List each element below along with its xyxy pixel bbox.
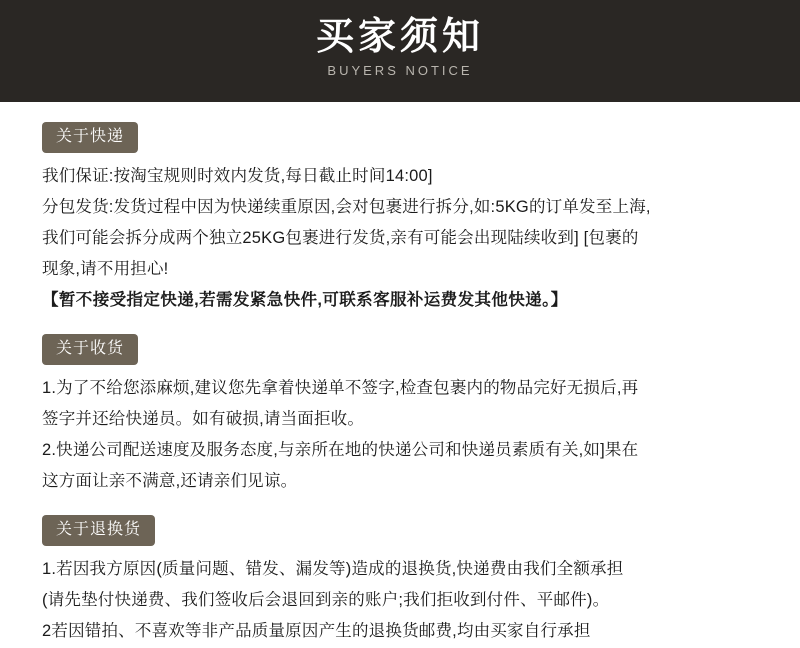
notice-line: 1.若因我方原因(质量问题、错发、漏发等)造成的退换货,快递费由我们全额承担 [42,560,624,578]
section-returns [42,515,756,647]
section-body-returns [42,554,756,647]
section-tag-shipping: 关于快递 [42,122,138,153]
section-shipping [42,122,756,316]
page-subtitle: BUYERS NOTICE [327,63,473,78]
notice-line: 我们可能会拆分成两个独立25KG包裹进行发货,亲有可能会出现陆续收到] [包裹的 [42,229,639,247]
notice-line-emphasis: 【暂不接受指定快递,若需发紧急快件,可联系客服补运费发其他快递。】 [42,291,568,309]
notice-line: 2.快递公司配送速度及服务态度,与亲所在地的快递公司和快递员素质有关,如]果在 [42,441,639,459]
section-body-shipping [42,161,756,316]
page-title: 买家须知 [315,16,484,58]
notice-content [0,122,800,647]
notice-line: 现象,请不用担心! [42,260,169,278]
notice-line: 这方面让亲不满意,还请亲们见谅。 [42,472,298,490]
section-receiving [42,334,756,497]
notice-line: 2若因错拍、不喜欢等非产品质量原因产生的退换货邮费,均由买家自行承担 [42,622,591,640]
section-tag-receiving: 关于收货 [42,334,138,365]
section-tag-returns: 关于退换货 [42,515,155,546]
notice-line: 签字并还给快递员。如有破损,请当面拒收。 [42,410,365,428]
page-header [0,0,800,102]
notice-line: 1.为了不给您添麻烦,建议您先拿着快递单不签字,检查包裹内的物品完好无损后,再 [42,379,639,397]
section-body-receiving [42,373,756,497]
notice-line: (请先垫付快递费、我们签收后会退回到亲的账户;我们拒收到付件、平邮件)。 [42,591,610,609]
notice-line: 我们保证:按淘宝规则时效内发货,每日截止时间14:00] [42,167,433,185]
notice-line: 分包发货:发货过程中因为快递续重原因,会对包裹进行拆分,如:5KG的订单发至上海, [42,198,651,216]
